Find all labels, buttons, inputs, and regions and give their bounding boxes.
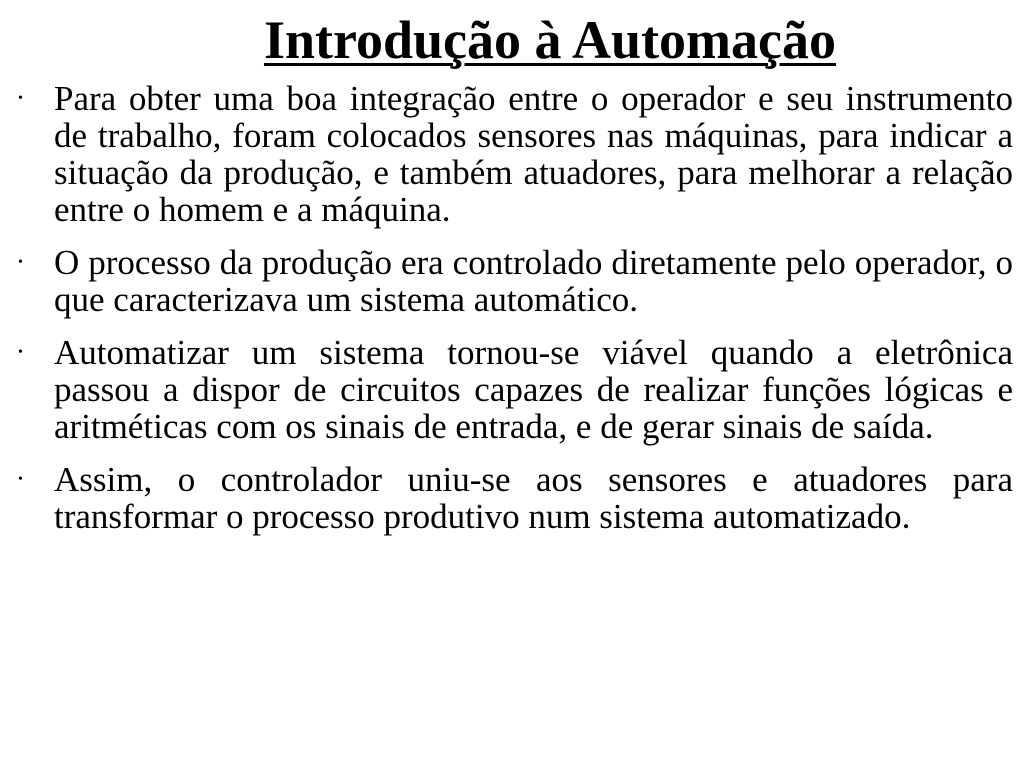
bullet-marker-icon: • bbox=[18, 91, 23, 106]
bullet-marker-icon: • bbox=[18, 255, 23, 270]
bullet-list bbox=[18, 80, 1013, 551]
bullet-marker-icon: • bbox=[18, 472, 23, 487]
bullet-item bbox=[18, 461, 1013, 535]
slide-title: Introdução à Automação bbox=[263, 10, 837, 70]
bullet-item bbox=[18, 80, 1013, 228]
bullet-item bbox=[18, 244, 1013, 318]
bullet-text: Automatizar um sistema tornou-se viável quando a eletrônica passou a dispor de circuitos capazes de realizar funções lógicas e aritméticas com os sinais de entrada, e de gerar sinais de saída. bbox=[54, 333, 1013, 446]
bullet-text: O processo da produção era controlado diretamente pelo operador, o que caracterizava um sistema automático. bbox=[54, 243, 1013, 319]
bullet-item bbox=[18, 334, 1013, 445]
bullet-marker-icon: • bbox=[18, 345, 23, 360]
bullet-text: Para obter uma boa integração entre o operador e seu instrumento de trabalho, foram colocados sensores nas máquinas, para indicar a situação da produção, e também atuadores, para melhorar a relação entre o homem e a máquina. bbox=[54, 79, 1013, 229]
bullet-text: Assim, o controlador uniu-se aos sensores e atuadores para transformar o processo produtivo num sistema automatizado. bbox=[54, 460, 1013, 536]
